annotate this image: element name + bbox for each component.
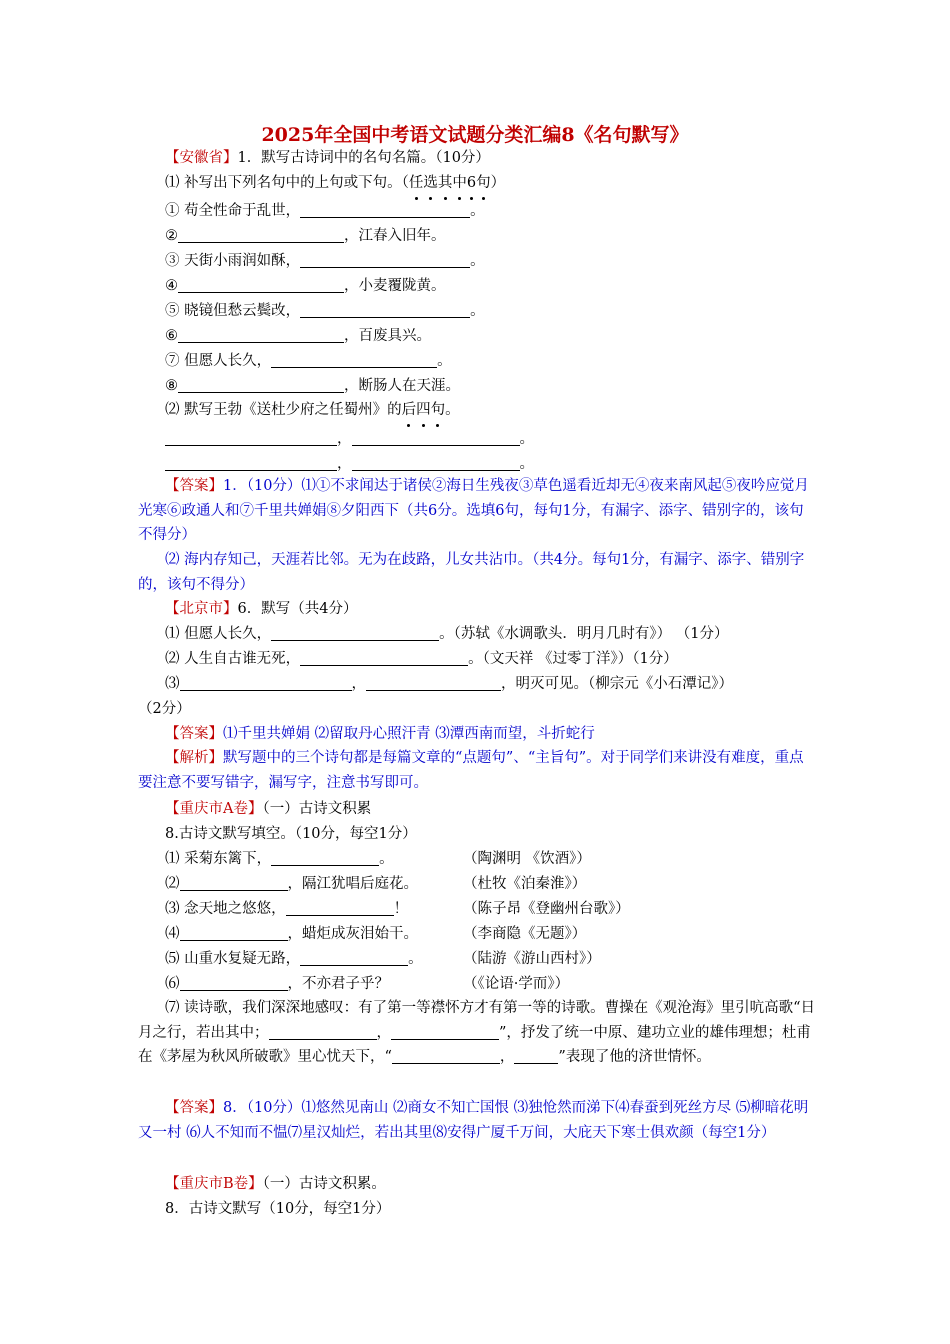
chongqing-a-item-2: ⑵ ，隔江犹唱后庭花。 （杜牧《泊秦淮》）	[165, 876, 587, 892]
beijing-line-3-score: （2分）	[138, 701, 191, 717]
region-tag-chongqing-a: 【重庆市A卷】	[165, 801, 263, 817]
answer-tag: 【答案】	[165, 726, 223, 742]
answer-blank[interactable]	[180, 674, 352, 691]
answer-blank[interactable]	[269, 1023, 377, 1040]
answer-blank[interactable]	[178, 226, 344, 243]
answer-blank[interactable]	[392, 1047, 500, 1064]
chongqing-a-question: 8.古诗文默写填空。（10分，每空1分）	[165, 826, 417, 842]
answer-blank[interactable]	[180, 924, 288, 941]
region-tag-anhui: 【安徽省】	[165, 150, 238, 166]
anhui-item-4: ④ ，小麦覆陇黄。	[165, 278, 446, 294]
chongqing-a-answer: 【答案】8．（10分）⑴悠然见南山 ⑵商女不知亡国恨 ⑶独怆然而涕下⑷春蚕到死丝方尽 ⑸柳暗花明又一村 ⑹人不知而不愠⑺星汉灿烂，若出其里⑻安得广厦千万间，大庇天下寒士俱欢颜（每空1分）	[138, 1100, 809, 1141]
chongqing-a-item-4: ⑷ ，蜡炬成灰泪始干。 （李商隐《无题》）	[165, 926, 587, 942]
beijing-line-2: ⑵ 人生自古谁无死， 。（文天祥 《过零丁洋》）（1分）	[165, 651, 678, 667]
chongqing-a-item-6: ⑹ ，不亦君子乎？ （《论语·学而》）	[165, 976, 570, 992]
answer-blank[interactable]	[514, 1047, 558, 1064]
answer-blank[interactable]	[300, 301, 470, 318]
answer-blank[interactable]	[271, 351, 437, 368]
chongqing-b-heading: 【重庆市B卷】（一）古诗文积累。	[165, 1176, 386, 1192]
analysis-tag: 【解析】	[165, 750, 223, 766]
answer-tag: 【答案】	[165, 1100, 223, 1116]
answer-blank[interactable]	[271, 849, 379, 866]
beijing-line-3: ⑶ ， ，明灭可见。（柳宗元《小石潭记》）	[165, 676, 733, 692]
answer-blank[interactable]	[271, 624, 439, 641]
chongqing-a-item-3: ⑶ 念天地之悠悠， ！ （陈子昂《登幽州台歌》）	[165, 901, 630, 917]
anhui-item-3: ③ 天街小雨润如酥， 。	[165, 253, 485, 269]
answer-blank[interactable]	[352, 429, 520, 446]
chongqing-a-item-7: ⑺ 读诗歌，我们深深地感叹：有了第一等襟怀方才有第一等的诗歌。曹操在《观沧海》里引吭高歌“日月之行，若出其中； ， ”，抒发了统一中原、建功立业的雄伟理想；杜甫在《茅屋为秋风所破歌》里心忧天下，“ ， ”表现了他的济世情怀。	[138, 1000, 816, 1066]
anhui-answer-1: 【答案】1．（10分）⑴①不求闻达于诸侯②海日生残夜③草色遥看近却无④夜来南风起⑤夜吟应觉月光寒⑥政通人和⑦千里共婵娟⑧夕阳西下（共6分。选填6句，每句1分，有漏字、添字、错别字的，该句不得分）	[138, 478, 809, 544]
answer-blank[interactable]	[300, 201, 470, 218]
anhui-question-line: 【安徽省】1．默写古诗词中的名句名篇。（10分）	[165, 150, 490, 166]
anhui-sub1-instruction: ⑴ 补写出下列名句中的上句或下句。（任选其中6句）	[165, 171, 815, 195]
region-tag-beijing: 【北京市】	[165, 601, 238, 617]
chongqing-a-item-5: ⑸ 山重水复疑无路， 。 （陆游《游山西村》）	[165, 951, 601, 967]
answer-blank[interactable]	[178, 376, 344, 393]
anhui-item-8: ⑧ ，断肠人在天涯。	[165, 378, 460, 394]
beijing-question-line: 【北京市】6．默写（共4分）	[165, 601, 358, 617]
answer-blank[interactable]	[300, 949, 408, 966]
chongqing-b-question: 8．古诗文默写（10分，每空1分）	[165, 1201, 391, 1217]
answer-blank[interactable]	[165, 429, 337, 446]
beijing-analysis: 【解析】默写题中的三个诗句都是每篇文章的“点题句”、“主旨句”。对于同学们来讲没有难度，重点要注意不要写错字，漏写字，注意书写即可。	[138, 750, 804, 791]
anhui-answer-2: ⑵ 海内存知己，天涯若比邻。无为在歧路，儿女共沾巾。（共4分。每句1分，有漏字、添字、错别字的，该句不得分）	[138, 552, 805, 593]
anhui-sub2-blanks-1: ， 。	[165, 427, 815, 451]
answer-blank[interactable]	[352, 454, 520, 471]
answer-blank[interactable]	[391, 1023, 499, 1040]
chongqing-a-item-1: ⑴ 采菊东篱下， 。 （陶渊明 《饮酒》）	[165, 851, 591, 867]
beijing-answer: 【答案】⑴千里共婵娟 ⑵留取丹心照汗青 ⑶潭西南而望，斗折蛇行	[165, 726, 595, 742]
page-title: 2025年全国中考语文试题分类汇编8《名句默写》	[261, 124, 689, 146]
answer-blank[interactable]	[165, 454, 337, 471]
answer-blank[interactable]	[180, 874, 288, 891]
anhui-item-5: ⑤ 晓镜但愁云鬓改， 。	[165, 303, 485, 319]
answer-blank[interactable]	[366, 674, 501, 691]
anhui-item-6: ⑥ ，百废具兴。	[165, 328, 431, 344]
anhui-item-1: ① 苟全性命于乱世， 。	[165, 203, 485, 219]
anhui-sub2-blanks-2: ， 。	[165, 452, 815, 476]
answer-tag: 【答案】	[165, 478, 223, 494]
region-tag-chongqing-b: 【重庆市B卷】	[165, 1176, 263, 1192]
beijing-line-1: ⑴ 但愿人长久， 。（苏轼《水调歌头．明月几时有》） （1分）	[165, 626, 729, 642]
answer-blank[interactable]	[178, 326, 344, 343]
anhui-sub2-instruction: ⑵ 默写王勃《送杜少府之任蜀州》的后四句。	[165, 398, 815, 422]
answer-blank[interactable]	[178, 276, 344, 293]
answer-blank[interactable]	[300, 251, 470, 268]
answer-blank[interactable]	[286, 899, 394, 916]
answer-blank[interactable]	[180, 974, 288, 991]
answer-blank[interactable]	[300, 649, 468, 666]
anhui-item-7: ⑦ 但愿人长久， 。	[165, 353, 452, 369]
anhui-item-2: ② ，江春入旧年。	[165, 228, 446, 244]
chongqing-a-heading: 【重庆市A卷】（一）古诗文积累	[165, 801, 372, 817]
